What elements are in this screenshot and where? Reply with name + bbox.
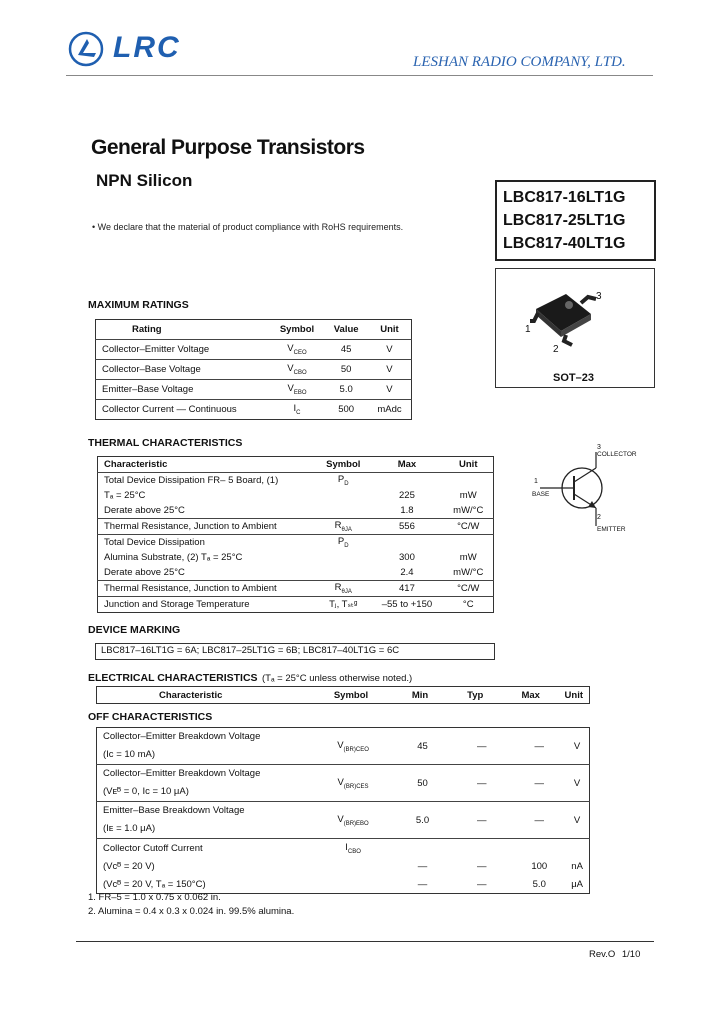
- table-row: [98, 550, 494, 565]
- unit-cell: V: [368, 360, 412, 380]
- unit-cell: mW/°C: [453, 505, 484, 516]
- table-row: [98, 581, 494, 597]
- col-header: Symbol: [333, 689, 369, 701]
- logo: [67, 30, 192, 70]
- max-cell: —: [513, 765, 565, 802]
- device-marking-text: LBC817–16LT1G = 6A; LBC817–25LT1G = 6B; LBC817–40LT1G = 6C: [101, 645, 400, 656]
- min-cell: 50: [395, 765, 450, 802]
- col-header: Characteristic: [159, 689, 223, 701]
- typ-cell: —: [477, 860, 487, 872]
- value-cell: 50: [324, 360, 368, 380]
- symbol-cell: [316, 565, 370, 581]
- col-header: Unit: [459, 459, 478, 470]
- char-condition: (Iᴄ = 10 mA): [103, 749, 155, 760]
- table-row: [98, 565, 494, 581]
- table-header-row: [98, 457, 494, 473]
- table-header-row: [97, 687, 590, 704]
- symbol-cell: [311, 875, 394, 894]
- min-cell: [395, 839, 450, 858]
- col-header: Min: [411, 689, 429, 701]
- table-row: [98, 488, 494, 503]
- char-cell: Thermal Resistance, Junction to Ambient: [98, 581, 317, 597]
- base-pin-number: 1: [534, 478, 538, 485]
- min-cell: —: [417, 860, 428, 872]
- max-cell: —: [534, 740, 544, 752]
- table-row: [98, 597, 494, 613]
- unit-cell: [444, 473, 494, 489]
- table-row: [97, 802, 590, 839]
- char-cell: Tₐ = 25°C: [104, 490, 146, 501]
- typ-cell: —: [477, 740, 487, 752]
- max-cell: 1.8: [400, 505, 414, 516]
- symbol-cell: $I_{CBO}$: [311, 839, 394, 858]
- value-cell: 5.0: [324, 380, 368, 400]
- revision-label: Rev.O: [589, 949, 616, 960]
- value-cell: 45: [324, 340, 368, 360]
- col-header: Max: [521, 689, 540, 701]
- unit-cell: μA: [571, 878, 583, 890]
- table-row: [98, 519, 494, 535]
- max-cell: —: [513, 802, 565, 839]
- off-characteristics-table: [96, 727, 590, 894]
- table-header-row: [96, 320, 412, 340]
- device-marking-heading: DEVICE MARKING: [88, 624, 181, 636]
- pin-label-3: 3: [596, 291, 602, 302]
- char-condition: (Vᴇᴮ = 0, Iᴄ = 10 μA): [103, 786, 189, 797]
- symbol-cell: $V_{CEO}$: [270, 340, 325, 360]
- unit-cell: °C: [444, 597, 494, 613]
- table-row: [96, 340, 412, 360]
- device-marking-box: [95, 643, 495, 660]
- collector-label: COLLECTOR: [597, 451, 637, 458]
- symbol-cell: [311, 857, 394, 875]
- page-title: General Purpose Transistors: [91, 136, 365, 159]
- max-cell: [370, 535, 443, 551]
- electrical-heading: ELECTRICAL CHARACTERISTICS: [88, 672, 258, 684]
- part-number: LBC817-25LT1G: [503, 212, 626, 229]
- footnote: 2. Alumina = 0.4 x 0.3 x 0.024 in. 99.5% alumina.: [88, 906, 295, 917]
- rating-cell: Collector–Base Voltage: [96, 360, 270, 380]
- symbol-cell: $V_{(BR)CES}$: [311, 765, 394, 802]
- char-line: Collector Cutoff Current: [97, 839, 312, 858]
- table-row: [98, 473, 494, 489]
- unit-cell: mW: [459, 552, 477, 563]
- col-header: Unit: [564, 689, 583, 701]
- col-header: Max: [397, 459, 417, 470]
- logo-text: LRC: [113, 31, 181, 64]
- part-number-box: [495, 180, 656, 261]
- symbol-cell: $P_D$: [316, 535, 370, 551]
- rating-cell: Collector–Emitter Voltage: [96, 340, 270, 360]
- char-cell: [97, 802, 312, 839]
- collector-pin-number: 3: [597, 444, 601, 451]
- col-header: Characteristic: [104, 459, 168, 470]
- char-condition: (Vᴄᴮ = 20 V): [103, 860, 155, 872]
- unit-cell: [444, 535, 494, 551]
- max-cell: 300: [399, 552, 415, 563]
- emitter-label: EMITTER: [597, 526, 626, 533]
- table-row: [96, 380, 412, 400]
- footnote: 1. FR–5 = 1.0 x 0.75 x 0.062 in.: [88, 892, 221, 903]
- typ-cell: [450, 839, 513, 858]
- typ-cell: —: [450, 765, 513, 802]
- sot23-package-icon: [496, 269, 654, 369]
- table-row: [96, 400, 412, 420]
- part-number: LBC817-16LT1G: [503, 189, 626, 206]
- max-cell: –55 to +150: [370, 597, 443, 613]
- max-cell: 225: [399, 490, 415, 501]
- unit-cell: mW: [459, 490, 477, 501]
- rating-cell: Emitter–Base Voltage: [96, 380, 270, 400]
- char-cell: Thermal Resistance, Junction to Ambient: [98, 519, 317, 535]
- symbol-cell: $V_{(BR)CEO}$: [337, 739, 369, 753]
- unit-cell: V: [368, 340, 412, 360]
- symbol-cell: $I_C$: [270, 400, 325, 420]
- table-row: [97, 728, 590, 765]
- char-cell: Derate above 25°C: [104, 505, 185, 516]
- table-row: [97, 839, 590, 858]
- symbol-cell: $R_{\theta JA}$: [316, 581, 370, 597]
- symbol-cell: $P_D$: [316, 473, 370, 489]
- table-row: [97, 857, 590, 875]
- unit-cell: °C/W: [444, 519, 494, 535]
- table-row: [97, 875, 590, 894]
- base-label: BASE: [532, 491, 550, 498]
- footer-rule: [76, 941, 654, 942]
- unit-cell: [565, 839, 589, 858]
- col-header: Value: [333, 324, 359, 335]
- col-header: Rating: [132, 324, 162, 335]
- char-cell: Alumina Substrate, (2) Tₐ = 25°C: [104, 552, 243, 563]
- electrical-heading-wrap: [88, 668, 412, 686]
- page-number: 1/10: [621, 949, 641, 960]
- char-cell: Total Device Dissipation: [98, 535, 317, 551]
- unit-cell: V: [368, 380, 412, 400]
- npn-symbol-diagram: [530, 444, 650, 536]
- char-line: Collector–Emitter Breakdown Voltage: [103, 731, 261, 742]
- off-characteristics-heading: OFF CHARACTERISTICS: [88, 711, 213, 723]
- pin-label-2: 2: [553, 344, 559, 355]
- table-row: [97, 765, 590, 802]
- char-line: Collector–Emitter Breakdown Voltage: [103, 768, 261, 779]
- unit-cell: °C/W: [444, 581, 494, 597]
- footer: [589, 949, 640, 960]
- min-cell: —: [417, 878, 428, 890]
- symbol-cell: $V_{(BR)EBO}$: [311, 802, 394, 839]
- symbol-cell: [316, 550, 370, 565]
- company-name: LESHAN RADIO COMPANY, LTD.: [413, 54, 626, 70]
- char-condition: (Iᴇ = 1.0 μA): [103, 823, 156, 834]
- part-number: LBC817-40LT1G: [503, 235, 626, 252]
- char-cell: [97, 765, 312, 802]
- col-header: Unit: [380, 324, 399, 335]
- typ-cell: —: [477, 878, 487, 890]
- rohs-note: [92, 222, 403, 232]
- table-row: [96, 360, 412, 380]
- lrc-logo-icon: [67, 30, 107, 70]
- max-cell: 556: [370, 519, 443, 535]
- col-header: Symbol: [279, 324, 315, 335]
- char-cell: [97, 728, 312, 765]
- min-cell: 5.0: [395, 802, 450, 839]
- col-header: Typ: [467, 689, 484, 701]
- header-rule: [66, 75, 653, 76]
- table-row: [98, 503, 494, 519]
- value-cell: 500: [324, 400, 368, 420]
- max-cell: [513, 839, 565, 858]
- col-header: Symbol: [326, 459, 361, 470]
- char-cell: Total Device Dissipation FR– 5 Board, (1): [98, 473, 317, 489]
- symbol-cell: [316, 503, 370, 519]
- typ-cell: —: [450, 802, 513, 839]
- max-cell: 5.0: [532, 878, 546, 890]
- unit-cell: mW/°C: [453, 567, 484, 578]
- char-cell: Derate above 25°C: [104, 567, 185, 578]
- symbol-cell: $V_{CBO}$: [270, 360, 325, 380]
- char-condition: (Vᴄᴮ = 20 V, Tₐ = 150°C): [103, 878, 206, 890]
- symbol-cell: $R_{\theta JA}$: [316, 519, 370, 535]
- char-line: Emitter–Base Breakdown Voltage: [103, 805, 245, 816]
- max-cell: 100: [531, 860, 548, 872]
- rating-cell: Collector Current — Continuous: [96, 400, 270, 420]
- pin-label-1: 1: [525, 324, 531, 335]
- symbol-cell: [316, 488, 370, 503]
- symbol-cell: $V_{EBO}$: [270, 380, 325, 400]
- unit-cell: V: [573, 740, 581, 752]
- page-subtitle: NPN Silicon: [96, 171, 193, 190]
- symbol-cell: Tⱼ, Tₛₜᵍ: [316, 597, 370, 613]
- unit-cell: mAdc: [368, 400, 412, 420]
- bullet-icon: •: [92, 222, 96, 232]
- thermal-table: [97, 456, 494, 613]
- max-ratings-table: [95, 319, 412, 420]
- thermal-heading: THERMAL CHARACTERISTICS: [88, 437, 243, 449]
- rohs-text: We declare that the material of product compliance with RoHS requirements.: [97, 222, 404, 232]
- max-cell: 417: [370, 581, 443, 597]
- electrical-header-table: [96, 686, 590, 704]
- emitter-pin-number: 2: [597, 514, 601, 521]
- char-cell: Junction and Storage Temperature: [98, 597, 317, 613]
- package-name: SOT–23: [553, 372, 594, 384]
- unit-cell: V: [565, 802, 589, 839]
- package-box: [495, 268, 655, 388]
- table-row: [98, 535, 494, 551]
- unit-cell: nA: [571, 860, 583, 872]
- max-ratings-heading: MAXIMUM RATINGS: [88, 299, 189, 311]
- min-cell: 45: [417, 740, 428, 752]
- electrical-heading-note: (Tₐ = 25°C unless otherwise noted.): [262, 673, 413, 684]
- max-cell: 2.4: [400, 567, 414, 578]
- max-cell: [370, 473, 443, 489]
- unit-cell: V: [565, 765, 589, 802]
